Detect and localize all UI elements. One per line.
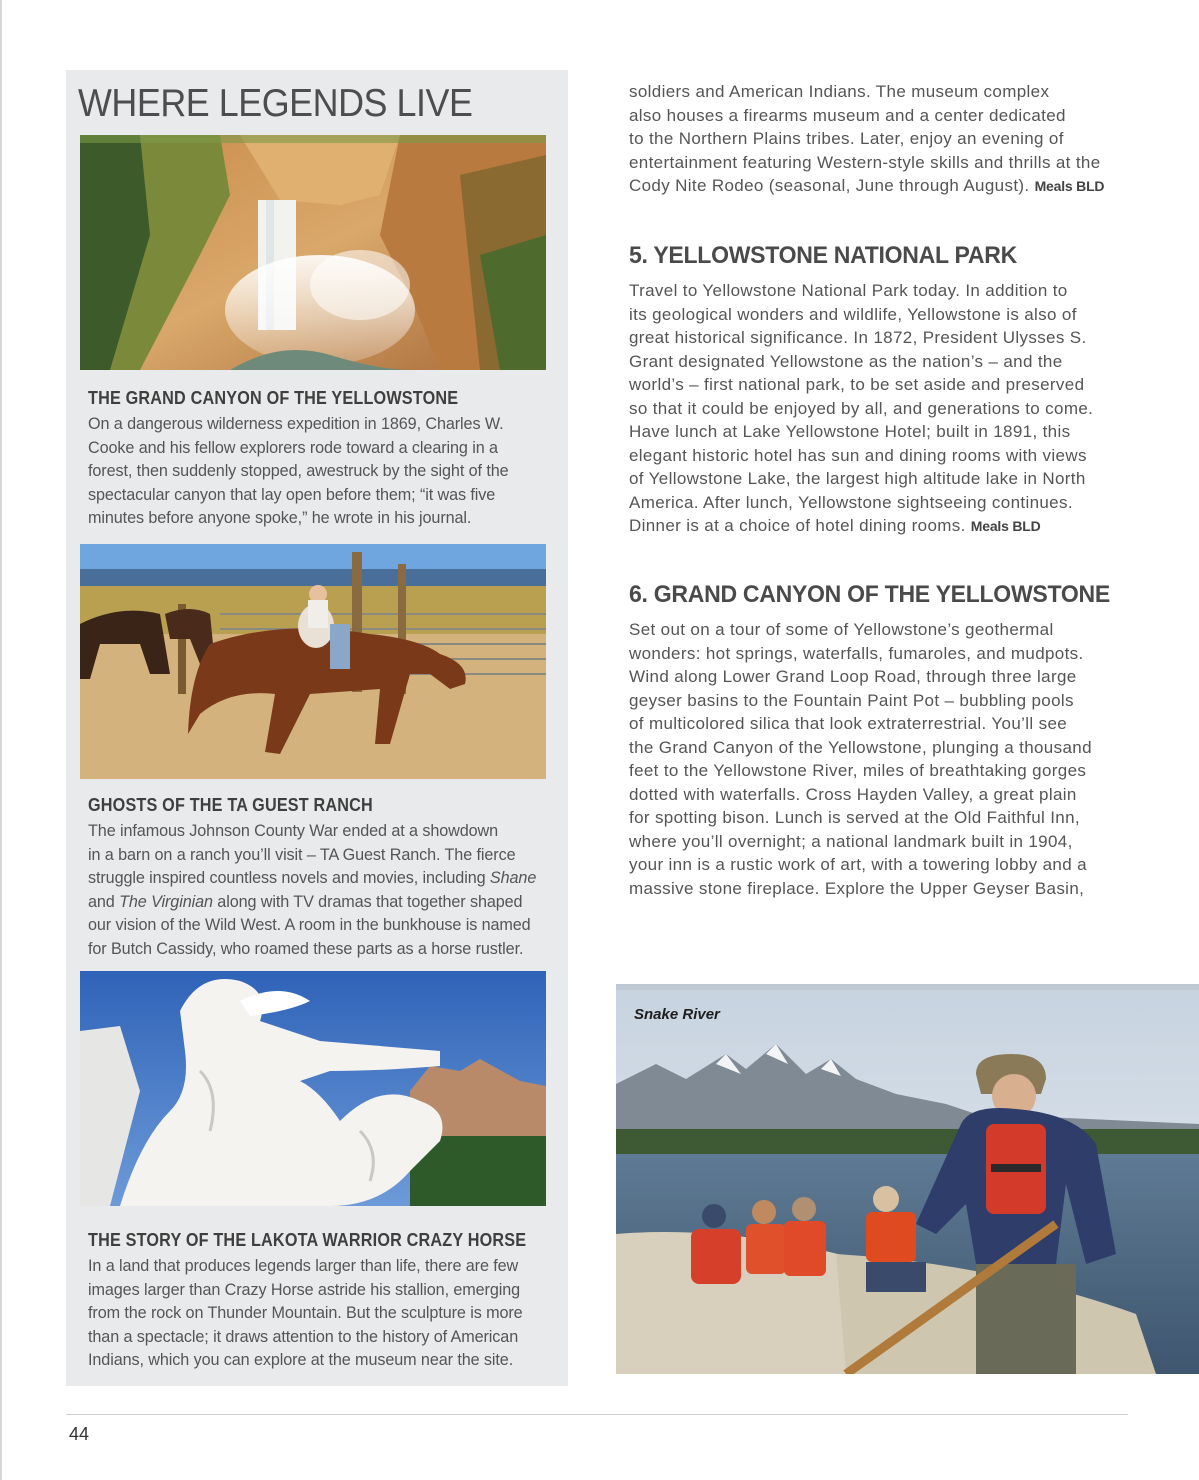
text-line: your inn is a rustic work of art, with a towering lobby and a [629, 855, 1087, 874]
sidebar-title: WHERE LEGENDS LIVE [78, 82, 473, 125]
day5-text [629, 279, 1139, 539]
day5-heading: 5. YELLOWSTONE NATIONAL PARK [629, 242, 1017, 269]
text-line: On a dangerous wilderness expedition in 1869, Charles W. [88, 415, 504, 433]
text-line: for Butch Cassidy, who roamed these parts as a horse rustler. [88, 939, 524, 958]
text-line: forest, then suddenly stopped, awestruck by the sight of the [88, 462, 509, 480]
feature-text-crazy-horse [88, 1255, 558, 1373]
meals-label: Meals BLD [1034, 178, 1105, 194]
text-line: Cooke and his fellow explorers rode toward a clearing in a [88, 438, 498, 457]
text-line: where you’ll overnight; a national landmark built in 1904, [629, 831, 1073, 851]
text-line: The infamous Johnson County War ended at a showdown [88, 822, 499, 840]
text-line: of Yellowstone Lake, the largest high altitude lake in North [629, 469, 1086, 488]
text-line: and [88, 892, 120, 911]
text-line: in a barn on a ranch you’ll visit – TA Guest Ranch. The fierce [88, 845, 516, 864]
text-line: elegant historic hotel has sun and dining rooms with views [629, 445, 1087, 465]
text-line: spectacular canyon that lay open before them; “it was five [88, 485, 496, 504]
yellowstone-falls-photo [80, 135, 546, 370]
crazy-horse-photo [80, 971, 546, 1206]
text-line: In a land that produces legends larger than life, there are few [88, 1257, 519, 1275]
text-line: Have lunch at Lake Yellowstone Hotel; built in 1891, this [629, 422, 1071, 441]
text-line: minutes before anyone spoke,” he wrote in his journal. [88, 509, 472, 527]
text-line: Cody Nite Rodeo (seasonal, June through August). [629, 176, 1035, 195]
text-line: feet to the Yellowstone River, miles of breathtaking gorges [629, 761, 1087, 780]
text-line: to the Northern Plains tribes. Later, enjoy an evening of [629, 129, 1064, 148]
text-line: Set out on a tour of some of Yellowstone’s geothermal [629, 620, 1054, 639]
text-line: from the rock on Thunder Mountain. But the sculpture is more [88, 1304, 523, 1322]
text-line: entertainment featuring Western-style skills and thrills at the [629, 152, 1101, 172]
text-line: dotted with waterfalls. Cross Hayden Valley, a great plain [629, 784, 1077, 804]
text-line: its geological wonders and wildlife, Yellowstone is also of [629, 304, 1077, 324]
feature-text-ta-guest-ranch [88, 820, 558, 961]
film-title-shane: Shane [489, 869, 537, 887]
day6-heading: 6. GRAND CANYON OF THE YELLOWSTONE [629, 581, 1110, 608]
feature-heading-ta-guest-ranch: GHOSTS OF THE TA GUEST RANCH [88, 795, 373, 815]
text-line: geyser basins to the Fountain Paint Pot – bubbling pools [629, 690, 1074, 710]
page-edge [0, 0, 2, 1480]
footer-rule [66, 1414, 1128, 1415]
text-line: for spotting bison. Lunch is served at the Old Faithful Inn, [629, 808, 1080, 827]
meals-label: Meals BLD [970, 518, 1041, 534]
text-line: America. After lunch, Yellowstone sightseeing continues. [629, 492, 1073, 512]
text-line: Indians, which you can explore at the museum near the site. [88, 1351, 514, 1369]
film-title-the-virginian: The Virginian [119, 892, 213, 911]
text-line: the Grand Canyon of the Yellowstone, plunging a thousand [629, 737, 1092, 757]
page-number: 44 [69, 1424, 90, 1444]
text-line: Wind along Lower Grand Loop Road, through three large [629, 667, 1077, 686]
text-line: Grant designated Yellowstone as the nation’s – and the [629, 351, 1063, 371]
text-line: also houses a firearms museum and a center dedicated [629, 105, 1066, 125]
text-line: soldiers and American Indians. The museum complex [629, 82, 1050, 101]
text-line: Travel to Yellowstone National Park today. In addition to [629, 281, 1068, 300]
day4-continued-text [629, 80, 1139, 199]
day6-text [629, 618, 1139, 900]
feature-heading-grand-canyon: THE GRAND CANYON OF THE YELLOWSTONE [88, 388, 459, 408]
text-line: our vision of the Wild West. A room in the bunkhouse is named [88, 916, 531, 934]
text-line: wonders: hot springs, waterfalls, fumaroles, and mudpots. [629, 643, 1084, 663]
where-legends-live-sidebar [66, 70, 568, 1386]
ta-guest-ranch-photo [80, 544, 546, 779]
text-line: of multicolored silica that look extraterrestrial. You’ll see [629, 714, 1068, 733]
photo-caption: Snake River [634, 1006, 720, 1023]
text-line: great historical significance. In 1872, President Ulysses S. [629, 328, 1087, 347]
snake-river-photo [616, 984, 1199, 1374]
text-line: massive stone fireplace. Explore the Upper Geyser Basin, [629, 878, 1085, 898]
text-line: Dinner is at a choice of hotel dining rooms. [629, 516, 971, 535]
text-line: struggle inspired countless novels and movies, including [88, 869, 490, 887]
text-line: than a spectacle; it draws attention to the history of American [88, 1327, 519, 1346]
text-line: world’s – first national park, to be set aside and preserved [629, 375, 1085, 394]
feature-text-grand-canyon [88, 413, 558, 531]
feature-heading-crazy-horse: THE STORY OF THE LAKOTA WARRIOR CRAZY HORSE [88, 1230, 527, 1250]
text-line: so that it could be enjoyed by all, and generations to come. [629, 398, 1094, 418]
text-line: images larger than Crazy Horse astride his stallion, emerging [88, 1280, 521, 1299]
text-line: along with TV dramas that together shaped [212, 892, 523, 911]
